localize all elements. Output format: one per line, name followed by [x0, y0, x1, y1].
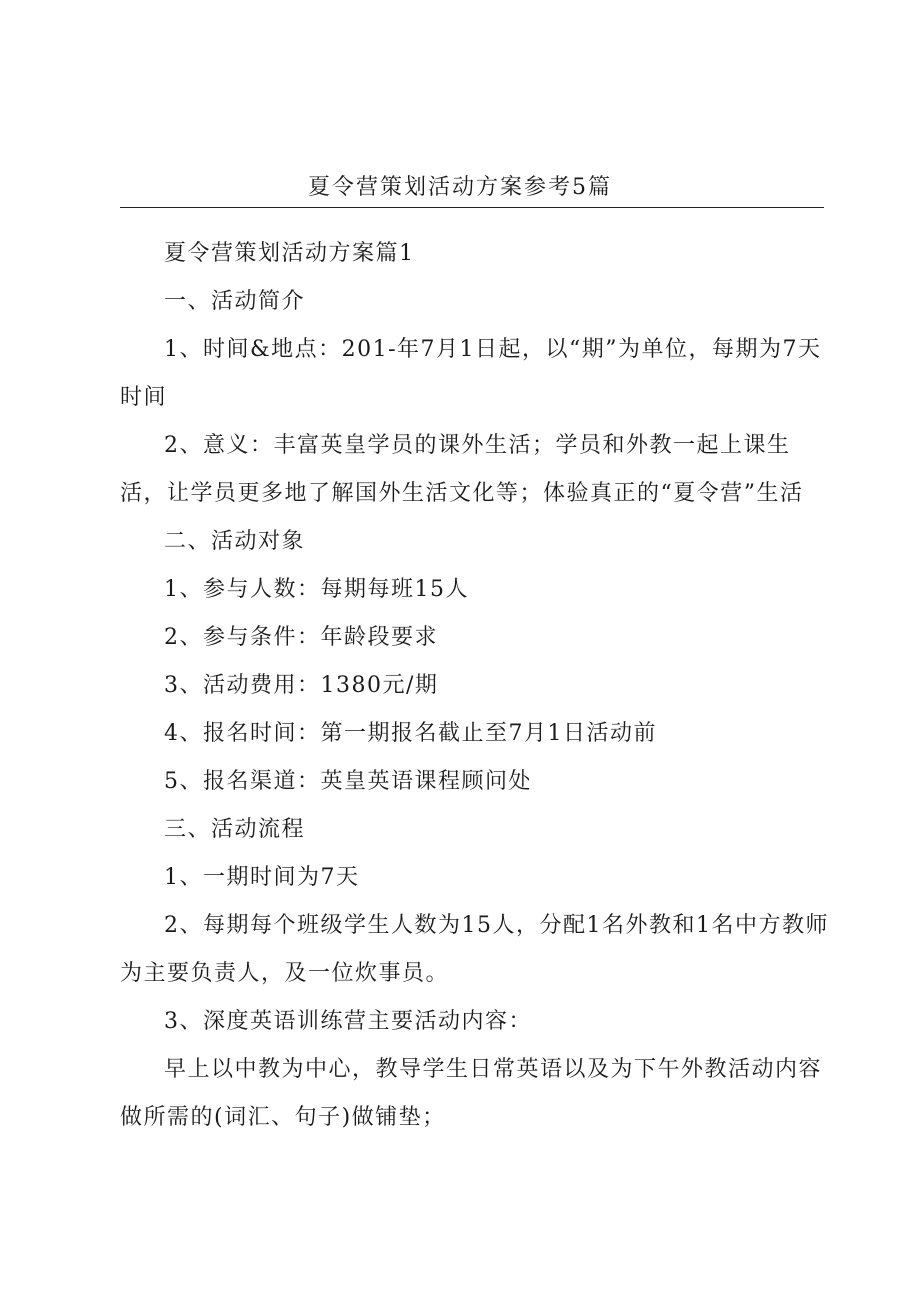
paragraph-signup-channel: 5、报名渠道：英皇英语课程顾问处	[164, 769, 532, 794]
paragraph-participants: 1、参与人数：每期每班15人	[164, 577, 469, 602]
paragraph-conditions: 2、参与条件：年龄段要求	[164, 625, 438, 650]
paragraph-camp-content: 3、深度英语训练营主要活动内容：	[164, 1009, 532, 1034]
paragraph-signup-time: 4、报名时间：第一期报名截止至7月1日活动前	[164, 721, 657, 746]
paragraph-class-staff: 2、每期每个班级学生人数为15人，分配1名外教和1名中方教师为主要负责人，及一位炊事员。	[120, 913, 829, 986]
paragraph-fee: 3、活动费用：1380元/期	[164, 673, 439, 698]
section-heading-process: 三、活动流程	[164, 817, 306, 842]
section-heading-plan-1: 夏令营策划活动方案篇1	[164, 241, 415, 266]
title-underline	[120, 207, 824, 208]
paragraph-meaning: 2、意义：丰富英皇学员的课外生活；学员和外教一起上课生活，让学员更多地了解国外生活文化等；体验真正的“夏令营”生活	[120, 433, 804, 506]
section-heading-audience: 二、活动对象	[164, 529, 306, 554]
paragraph-morning-schedule: 早上以中教为中心，教导学生日常英语以及为下午外教活动内容做所需的(词汇、句子)做铺垫；	[120, 1057, 823, 1130]
section-heading-intro: 一、活动简介	[164, 289, 306, 314]
paragraph-duration: 1、一期时间为7天	[164, 865, 360, 890]
document-body	[120, 230, 832, 1142]
paragraph-time-location: 1、时间&地点：201-年7月1日起，以“期”为单位，每期为7天时间	[120, 337, 822, 410]
document-title: 夏令营策划活动方案参考5篇	[308, 175, 612, 200]
